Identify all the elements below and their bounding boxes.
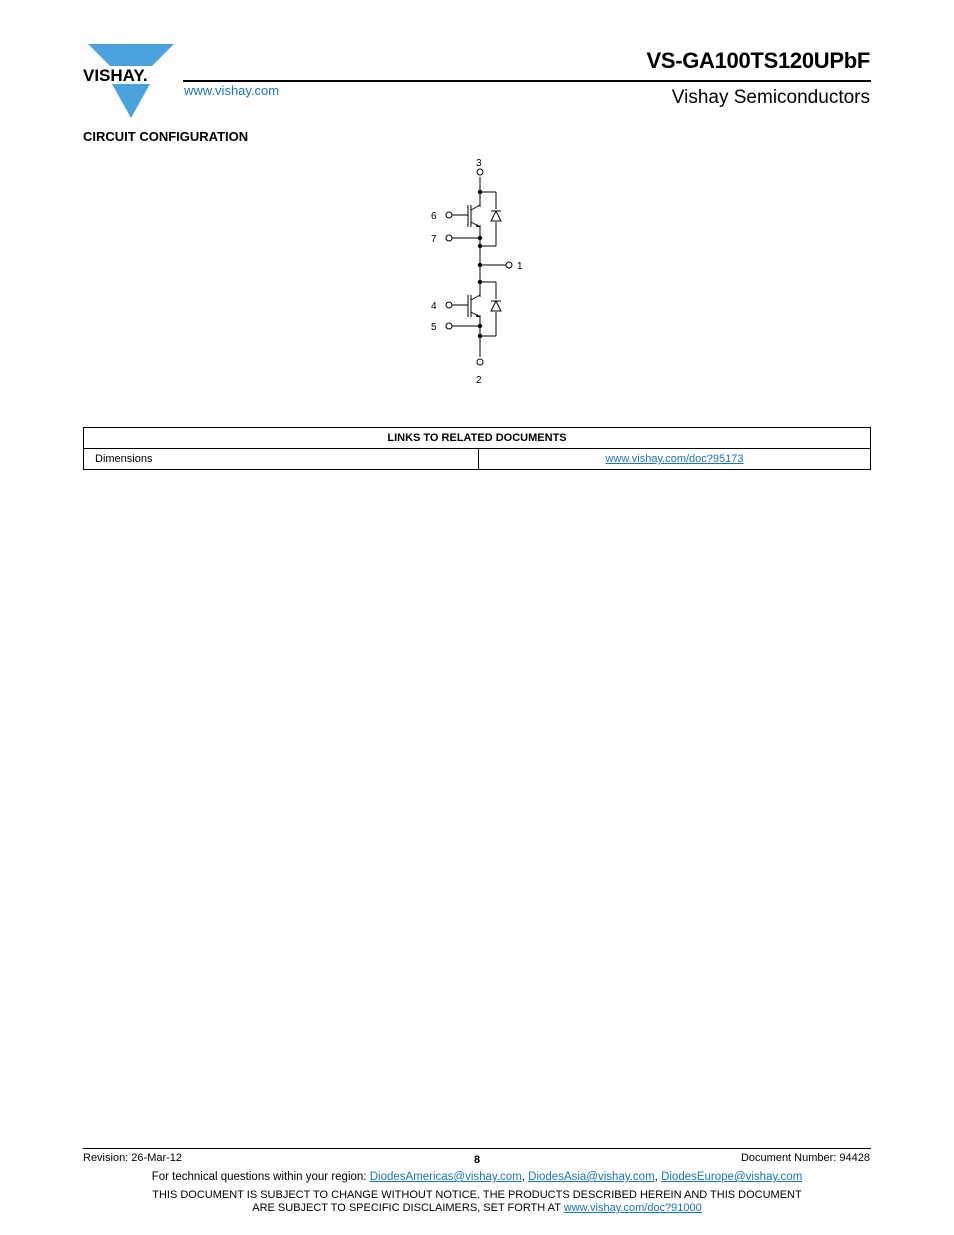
website-link[interactable]: www.vishay.com [184,83,280,98]
separator: , [521,1171,529,1183]
email-asia-link[interactable]: DiodesAsia@vishay.com [528,1171,655,1183]
contact-prefix: For technical questions within your region: [151,1171,370,1183]
company-name: Vishay Semiconductors [671,87,870,108]
logo-wordmark: VISHAY. [83,66,148,85]
disclaimer [0,1189,954,1215]
table-header-row [84,428,871,449]
section-title: CIRCUIT CONFIGURATION [83,129,249,144]
email-europe-link[interactable]: DiodesEurope@vishay.com [661,1171,803,1183]
table-title: LINKS TO RELATED DOCUMENTS [84,428,871,449]
vishay-logo [82,44,178,120]
pin-5-label: 5 [431,322,437,333]
page-number: 8 [473,1154,481,1166]
pin-3-label: 3 [476,158,482,169]
disclaimer-link[interactable]: www.vishay.com/doc?91000 [563,1202,702,1214]
contact-line [0,1171,954,1183]
part-number-title: VS-GA100TS120UPbF [646,48,870,73]
row-link-cell [479,449,871,470]
row-label: Dimensions [84,449,479,470]
footer-divider [83,1148,871,1149]
pin-1-label: 1 [517,261,523,272]
header-divider [183,80,871,82]
pin-4-label: 4 [431,301,437,312]
disclaimer-prefix: ARE SUBJECT TO SPECIFIC DISCLAIMERS, SET FORTH AT [252,1202,564,1214]
disclaimer-line-2 [0,1202,954,1215]
table-row [84,449,871,470]
document-number: Document Number: 94428 [740,1152,870,1164]
pin-6-label: 6 [431,211,437,222]
disclaimer-line-1: THIS DOCUMENT IS SUBJECT TO CHANGE WITHOUT NOTICE. THE PRODUCTS DESCRIBED HEREIN AND THIS DOCUMENT [152,1189,802,1201]
separator: , [654,1171,662,1183]
revision-text: Revision: 26-Mar-12 [83,1152,183,1164]
circuit-diagram [420,152,540,392]
links-table [83,427,871,470]
email-americas-link[interactable]: DiodesAmericas@vishay.com [369,1171,522,1183]
pin-7-label: 7 [431,234,437,245]
dimensions-doc-link[interactable]: www.vishay.com/doc?95173 [605,453,744,465]
pin-2-label: 2 [476,375,482,386]
